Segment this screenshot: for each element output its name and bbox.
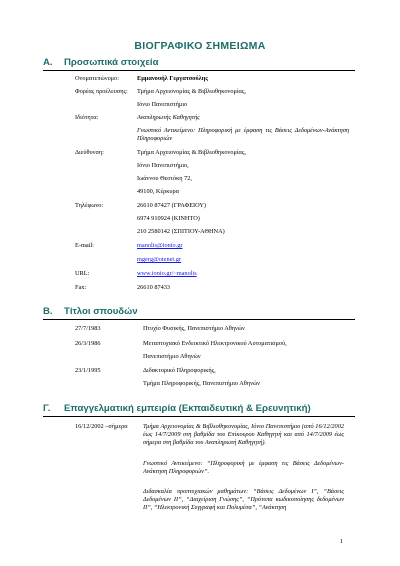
email-link-2[interactable]: mgerg@otenet.gr: [137, 256, 181, 263]
affiliation-label: Φορέας προέλευσης:: [75, 88, 128, 95]
address-line-3: Ιωάννου Θεοτόκη 72,: [137, 175, 193, 182]
phone-mobile: 6974 910924 (ΚΙΝΗΤΟ): [137, 215, 200, 222]
section-rule: [43, 319, 355, 320]
name-label: Ονοματεπώνυμο:: [75, 75, 119, 82]
email-link-1[interactable]: manolis@ionio.gr: [137, 242, 183, 249]
degree-line: Διδακτορικό Πληροφορικής,: [143, 367, 216, 374]
email-label: E-mail:: [75, 242, 94, 249]
fax-label: Fax:: [75, 284, 87, 291]
fax-value: 26610 87433: [137, 284, 171, 291]
affiliation-line-2: Ιόνιο Πανεπιστήμιο: [137, 101, 188, 108]
section-letter: A.: [43, 57, 53, 68]
section-letter: Γ.: [43, 403, 51, 414]
address-line-1: Τμήμα Αρχειονομίας & Βιβλιοθηκονομίας,: [137, 149, 246, 156]
phone-home: 210 2580142 (ΣΠΙΤΙΟΥ-ΑΘΗΝΑ): [137, 228, 225, 235]
section-title: Επαγγελματική εμπειρία (Εκπαιδευτική & Ερευνητική): [64, 403, 311, 414]
section-heading-personal: [43, 57, 158, 68]
degree-line: Πτυχίο Φυσικής, Πανεπιστήμιο Αθηνών: [143, 325, 245, 332]
field-value: Γνωστικό Αντικείμενο: Πληροφορική με έμφαση τις Βάσεις Δεδομένων-Ανάκτηση Πληροφοριών: [137, 127, 349, 142]
address-label: Διεύθυνση:: [75, 149, 104, 156]
affiliation-line-1: Τμήμα Αρχειονομίας & Βιβλιοθηκονομίας,: [137, 88, 246, 95]
experience-paragraph: Γνωστικό Αντικείμενο: “Πληροφορική με έμφαση τις Βάσεις Δεδομένων-Ανάκτηση Πληροφοριών”.: [143, 460, 344, 475]
url-label: URL:: [75, 270, 90, 277]
degree-date: 26/3/1986: [75, 340, 101, 347]
degree-line: Πανεπιστήμιο Αθηνών: [143, 353, 201, 360]
page-number: 1: [340, 538, 344, 545]
position-value: Αναπληρωτής Καθηγητής: [137, 114, 200, 121]
phone-office: 26610 87427 (ΓΡΑΦΕΙΟΥ): [137, 202, 207, 209]
experience-paragraph: Διδασκαλία προπτυχιακών μαθημάτων: “Βάσεις Δεδομένων Ι”, “Βάσεις Δεδομένων ΙΙ”, “Διαχείριση Γνώσης”, “Πρότυπα κωδικοποίησης δεδομένων ΙΙ”, “Ηλεκτρονική Συγγραφή και Πολυμέσα”, “Ανάκτηση: [143, 488, 344, 511]
degree-date: 23/1/1995: [75, 367, 101, 374]
phone-label: Τηλέφωνο:: [75, 202, 104, 209]
section-heading-degrees: [43, 306, 138, 317]
url-link[interactable]: www.ionio.gr/~manolis: [137, 270, 197, 277]
section-rule: [43, 416, 355, 417]
experience-paragraph: Τμήμα Αρχειονομίας & Βιβλιοθηκονομίας, Ιόνιο Πανεπιστήμιο (από 16/12/2002 έως 14/7/2009 στη βαθμίδα του Επίκουρου Καθηγητή και από 14/7/2009 έως σήμερα στη βαθμίδα του Αναπληρωτή Καθηγητή).: [143, 423, 344, 446]
address-line-4: 49100, Κέρκυρα: [137, 188, 179, 195]
section-heading-experience: [43, 403, 311, 414]
section-title: Προσωπικά στοιχεία: [64, 57, 159, 68]
experience-date: 16/12/2002 –σήμερα: [75, 423, 128, 430]
section-letter: B.: [43, 306, 53, 317]
section-rule: [43, 70, 355, 71]
page-title: ΒΙΟΓΡΑΦΙΚΟ ΣΗΜΕΙΩΜΑ: [134, 40, 266, 52]
degree-date: 27/7/1983: [75, 325, 101, 332]
name-value: Εμμανουήλ Γεργατσούλης: [137, 75, 208, 82]
address-line-2: Ιόνιο Πανεπιστήμιο,: [137, 162, 189, 169]
position-label: Ιδιότητα:: [75, 114, 99, 121]
section-title: Τίτλοι σπουδών: [64, 306, 138, 317]
degree-line: Τμήμα Πληροφορικής, Πανεπιστήμιο Αθηνών: [143, 380, 260, 387]
degree-line: Μεταπτυχιακό Ενδεικτικό Ηλεκτρονικού Αυτοματισμού,: [143, 340, 287, 347]
